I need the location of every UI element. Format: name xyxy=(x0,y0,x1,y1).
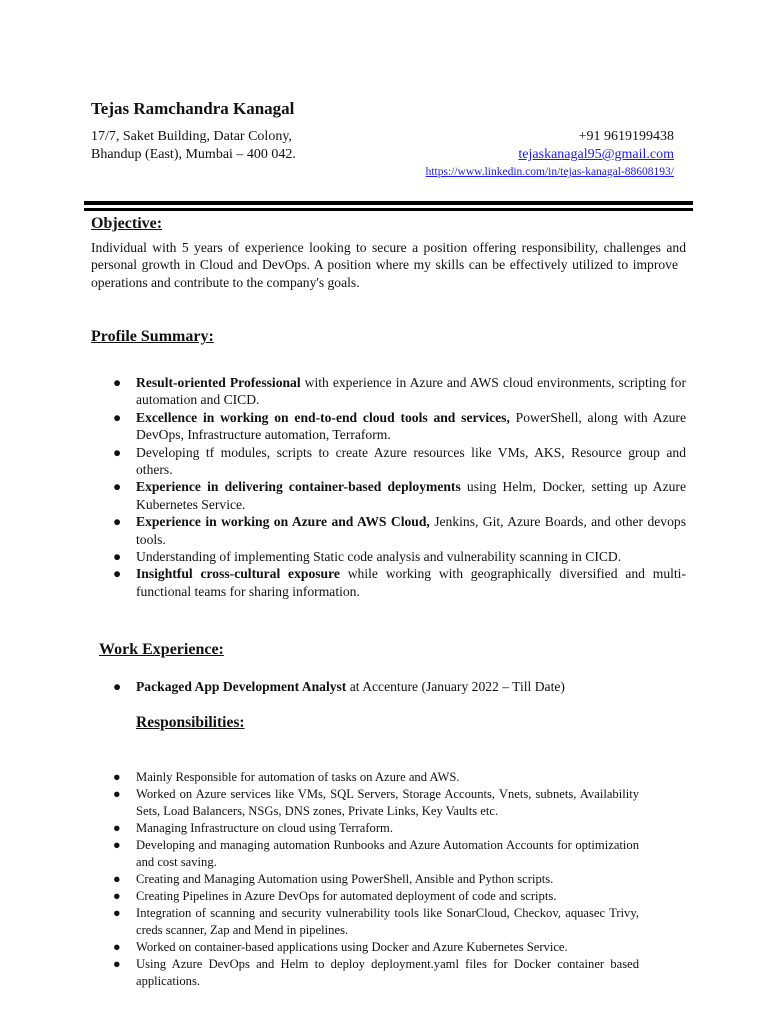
candidate-name: Tejas Ramchandra Kanagal xyxy=(91,99,295,118)
list-item xyxy=(91,905,639,939)
list-item-highlight: Result-oriented Professional xyxy=(136,375,301,390)
list-item-highlight: Excellence in working on end-to-end cloud tools and services, xyxy=(136,409,510,425)
list-item xyxy=(91,786,639,820)
role-details: at Accenture (January 2022 – Till Date) xyxy=(346,679,565,694)
address-line-1: 17/7, Saket Building, Datar Colony, xyxy=(91,129,292,144)
list-item xyxy=(91,678,686,695)
list-item xyxy=(91,409,686,444)
bullet-icon: ● xyxy=(113,514,122,530)
bullet-icon: ● xyxy=(113,409,122,425)
list-item-text: while working with geographically diversified and multi-functional teams for sharing information. xyxy=(136,566,686,599)
objective-text: Individual with 5 years of experience looking to secure a position offering responsibility, challenges and personal growth in Cloud and DevOps. A position where my skills can be effectively utilized to improve operations and contribute to the company's goals. xyxy=(91,240,686,290)
list-item xyxy=(91,444,686,479)
list-item xyxy=(91,548,686,565)
list-item-text: Understanding of implementing Static code analysis and vulnerability scanning in CICD. xyxy=(136,549,622,565)
header-divider-thin xyxy=(84,208,693,211)
bullet-icon: ● xyxy=(113,957,121,971)
list-item xyxy=(91,565,686,600)
header-divider-thick xyxy=(84,201,693,205)
list-item-text: Using Azure DevOps and Helm to deploy deployment.yaml files for Docker container based applications. xyxy=(136,957,639,988)
profile-summary-list xyxy=(91,374,686,600)
list-item xyxy=(91,939,639,956)
list-item-text: using Helm, Docker, setting up Azure Kubernetes Service. xyxy=(136,479,686,512)
profile-summary-heading: Profile Summary: xyxy=(91,328,214,345)
list-item-text: Creating and Managing Automation using PowerShell, Ansible and Python scripts. xyxy=(136,872,554,886)
list-item xyxy=(91,871,639,888)
list-item-text: Mainly Responsible for automation of tasks on Azure and AWS. xyxy=(136,770,460,784)
list-item-text: with experience in Azure and AWS cloud environments, scripting for automation and CICD. xyxy=(136,375,686,408)
work-experience-heading: Work Experience: xyxy=(99,641,224,658)
list-item-text: Managing Infrastructure on cloud using Terraform. xyxy=(136,821,393,835)
list-item-text: Integration of scanning and security vulnerability tools like SonarCloud, Checkov, aquasec Trivy, creds scanner, Zap and Mend in pipelines. xyxy=(136,906,639,937)
list-item xyxy=(91,769,639,786)
list-item xyxy=(91,374,686,409)
bullet-icon: ● xyxy=(113,549,122,565)
list-item-text: Worked on container-based applications using Docker and Azure Kubernetes Service. xyxy=(136,940,568,954)
list-item-text: Developing and managing automation Runbooks and Azure Automation Accounts for optimization and cost saving. xyxy=(136,838,639,869)
bullet-icon: ● xyxy=(113,679,122,694)
bullet-icon: ● xyxy=(113,940,121,954)
address-block xyxy=(91,128,296,164)
bullet-icon: ● xyxy=(113,375,122,390)
bullet-icon: ● xyxy=(113,821,121,835)
bullet-icon: ● xyxy=(113,838,121,852)
responsibilities-heading: Responsibilities: xyxy=(136,714,245,731)
address-line-2: Bhandup (East), Mumbai – 400 042. xyxy=(91,147,296,162)
linkedin-link[interactable]: https://www.linkedin.com/in/tejas-kanagal-88608193/ xyxy=(425,166,674,178)
bullet-icon: ● xyxy=(113,479,122,495)
list-item-text: Developing tf modules, scripts to create Azure resources like VMs, AKS, Resource group and others. xyxy=(136,444,686,478)
list-item xyxy=(91,478,686,513)
list-item xyxy=(91,956,639,990)
role-title: Packaged App Development Analyst xyxy=(136,679,347,694)
list-item xyxy=(91,837,639,871)
list-item-text: Creating Pipelines in Azure DevOps for automated deployment of code and scripts. xyxy=(136,889,557,903)
responsibilities-list xyxy=(91,769,639,990)
bullet-icon: ● xyxy=(113,906,121,920)
bullet-icon: ● xyxy=(113,770,121,784)
work-role-list xyxy=(91,678,686,695)
phone-number: +91 9619199438 xyxy=(578,129,674,144)
bullet-icon: ● xyxy=(113,444,122,460)
list-item-text: Worked on Azure services like VMs, SQL Servers, Storage Accounts, Vnets, subnets, Availability Sets, Load Balancers, NSGs, DNS zones, Private Links, Key Vaults etc. xyxy=(136,787,639,818)
list-item-text: Jenkins, Git, Azure Boards, and other devops tools. xyxy=(136,514,686,547)
list-item-text: PowerShell, along with Azure DevOps, Infrastructure automation, Terraform. xyxy=(136,409,686,443)
email-link[interactable]: tejaskanagal95@gmail.com xyxy=(518,147,674,162)
contact-block xyxy=(426,128,674,179)
list-item xyxy=(91,513,686,548)
bullet-icon: ● xyxy=(113,889,121,903)
bullet-icon: ● xyxy=(113,566,122,582)
list-item-highlight: Insightful cross-cultural exposure xyxy=(136,566,340,582)
bullet-icon: ● xyxy=(113,787,121,801)
bullet-icon: ● xyxy=(113,872,121,886)
list-item-highlight: Experience in working on Azure and AWS Cloud, xyxy=(136,514,430,530)
list-item xyxy=(91,820,639,837)
list-item-highlight: Experience in delivering container-based deployments xyxy=(136,479,461,495)
list-item xyxy=(91,888,639,905)
objective-heading: Objective: xyxy=(91,215,163,232)
